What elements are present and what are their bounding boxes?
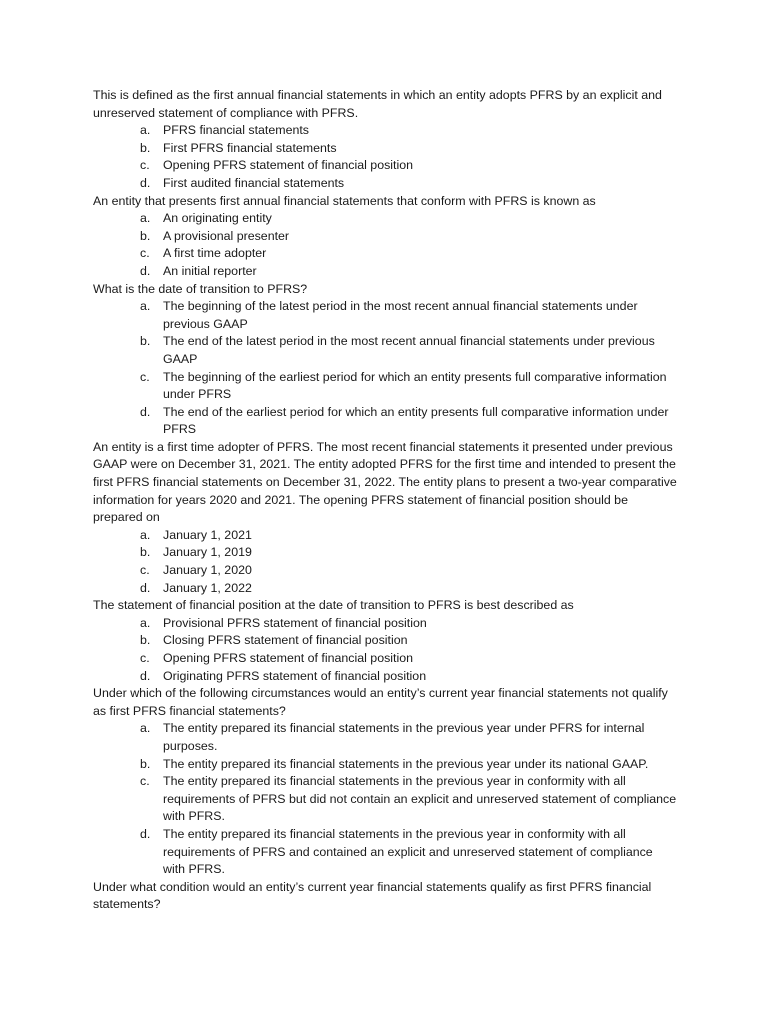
option-letter: b.	[140, 633, 151, 648]
answer-option	[93, 650, 678, 668]
question-block	[93, 439, 678, 597]
answer-option	[93, 668, 678, 686]
answer-option	[93, 175, 678, 193]
option-text: January 1, 2020	[163, 563, 252, 578]
option-text: PFRS financial statements	[163, 123, 309, 138]
option-letter: a.	[140, 211, 151, 226]
answer-option	[93, 298, 678, 333]
option-letter: d.	[140, 580, 151, 595]
answer-option	[93, 140, 678, 158]
answer-option	[93, 404, 678, 439]
answer-options	[93, 298, 678, 439]
answer-options	[93, 615, 678, 685]
option-letter: a.	[140, 123, 151, 138]
option-letter: a.	[140, 527, 151, 542]
option-letter: c.	[140, 369, 150, 384]
option-letter: d.	[140, 668, 151, 683]
option-letter: c.	[140, 563, 150, 578]
question-block	[93, 281, 678, 439]
option-text: First audited financial statements	[163, 175, 345, 190]
answer-option	[93, 632, 678, 650]
question-stem: Under which of the following circumstances would an entity’s current year financial statements not qualify as first PFRS financial statements?	[93, 686, 668, 718]
answer-option	[93, 544, 678, 562]
answer-option	[93, 333, 678, 368]
option-text: The beginning of the latest period in the most recent annual financial statements under previous GAAP	[163, 299, 638, 331]
answer-options	[93, 720, 678, 878]
option-letter: d.	[140, 175, 151, 190]
question-stem: This is defined as the first annual financial statements in which an entity adopts PFRS by an explicit and unreserved statement of compliance with PFRS.	[93, 88, 662, 120]
option-letter: d.	[140, 263, 151, 278]
answer-option	[93, 756, 678, 774]
question-stem: An entity is a first time adopter of PFRS. The most recent financial statements it presented under previous GAAP were on December 31, 2021. The entity adopted PFRS for the first time and intended to present the first PFRS financial statements on December 31, 2022. The entity plans to present a two-year comparative information for years 2020 and 2021. The opening PFRS statement of financial position should be prepared on	[93, 439, 677, 525]
option-text: January 1, 2021	[163, 527, 252, 542]
option-letter: d.	[140, 404, 151, 419]
option-text: The entity prepared its financial statements in the previous year under its national GAAP.	[163, 756, 649, 771]
option-letter: b.	[140, 545, 151, 560]
answer-option	[93, 562, 678, 580]
option-letter: c.	[140, 651, 150, 665]
document-page	[93, 87, 678, 914]
question-block	[93, 597, 678, 685]
question-stem: Under what condition would an entity’s current year financial statements qualify as first PFRS financial statements?	[93, 879, 652, 912]
option-text: The entity prepared its financial statements in the previous year under PFRS for internal purposes.	[163, 721, 645, 753]
option-text: The entity prepared its financial statements in the previous year in conformity with all requirements of PFRS and contained an explicit and unreserved statement of compliance with PFRS.	[163, 826, 653, 877]
option-text: The entity prepared its financial statements in the previous year in conformity with all requirements of PFRS but did not contain an explicit and unreserved statement of compliance with PFRS.	[163, 774, 677, 824]
answer-options	[93, 527, 678, 597]
answer-option	[93, 369, 678, 404]
option-letter: a.	[140, 299, 151, 314]
answer-option	[93, 263, 678, 281]
option-letter: c.	[140, 158, 150, 173]
answer-option	[93, 527, 678, 545]
answer-option	[93, 228, 678, 246]
option-text: An originating entity	[163, 211, 272, 226]
option-letter: b.	[140, 140, 151, 155]
question-block	[93, 193, 678, 281]
option-letter: a.	[140, 615, 151, 630]
option-letter: c.	[140, 246, 150, 261]
option-text: A first time adopter	[163, 246, 267, 261]
option-text: The end of the latest period in the most recent annual financial statements under previous GAAP	[163, 334, 655, 366]
question-block	[93, 879, 678, 914]
question-block	[93, 685, 678, 879]
answer-option	[93, 122, 678, 140]
option-text: The end of the earliest period for which an entity presents full comparative information under PFRS	[163, 404, 669, 437]
option-text: The beginning of the earliest period for which an entity presents full comparative information under PFRS	[163, 369, 667, 402]
option-text: Opening PFRS statement of financial position	[163, 651, 414, 665]
option-letter: c.	[140, 774, 150, 789]
option-text: First PFRS financial statements	[163, 140, 337, 155]
option-text: A provisional presenter	[163, 228, 290, 243]
answer-option	[93, 615, 678, 633]
option-text: January 1, 2022	[163, 580, 252, 595]
answer-options	[93, 122, 678, 192]
question-stem: What is the date of transition to PFRS?	[93, 281, 308, 296]
question-stem: The statement of financial position at the date of transition to PFRS is best described as	[93, 598, 574, 613]
question-block	[93, 87, 678, 193]
answer-option	[93, 210, 678, 228]
option-letter: b.	[140, 228, 151, 243]
answer-option	[93, 580, 678, 598]
option-letter: b.	[140, 756, 151, 771]
option-text: Opening PFRS statement of financial position	[163, 158, 414, 173]
answer-option	[93, 720, 678, 755]
option-text: Closing PFRS statement of financial position	[163, 633, 408, 648]
option-text: Originating PFRS statement of financial position	[163, 668, 427, 683]
question-stem: An entity that presents first annual financial statements that conform with PFRS is known as	[93, 193, 596, 208]
option-letter: b.	[140, 334, 151, 349]
option-text: Provisional PFRS statement of financial position	[163, 615, 427, 630]
answer-option	[93, 826, 678, 879]
answer-option	[93, 157, 678, 175]
option-letter: a.	[140, 721, 151, 736]
option-text: An initial reporter	[163, 263, 257, 278]
option-text: January 1, 2019	[163, 545, 252, 560]
option-letter: d.	[140, 826, 151, 841]
answer-options	[93, 210, 678, 280]
answer-option	[93, 245, 678, 263]
answer-option	[93, 773, 678, 826]
